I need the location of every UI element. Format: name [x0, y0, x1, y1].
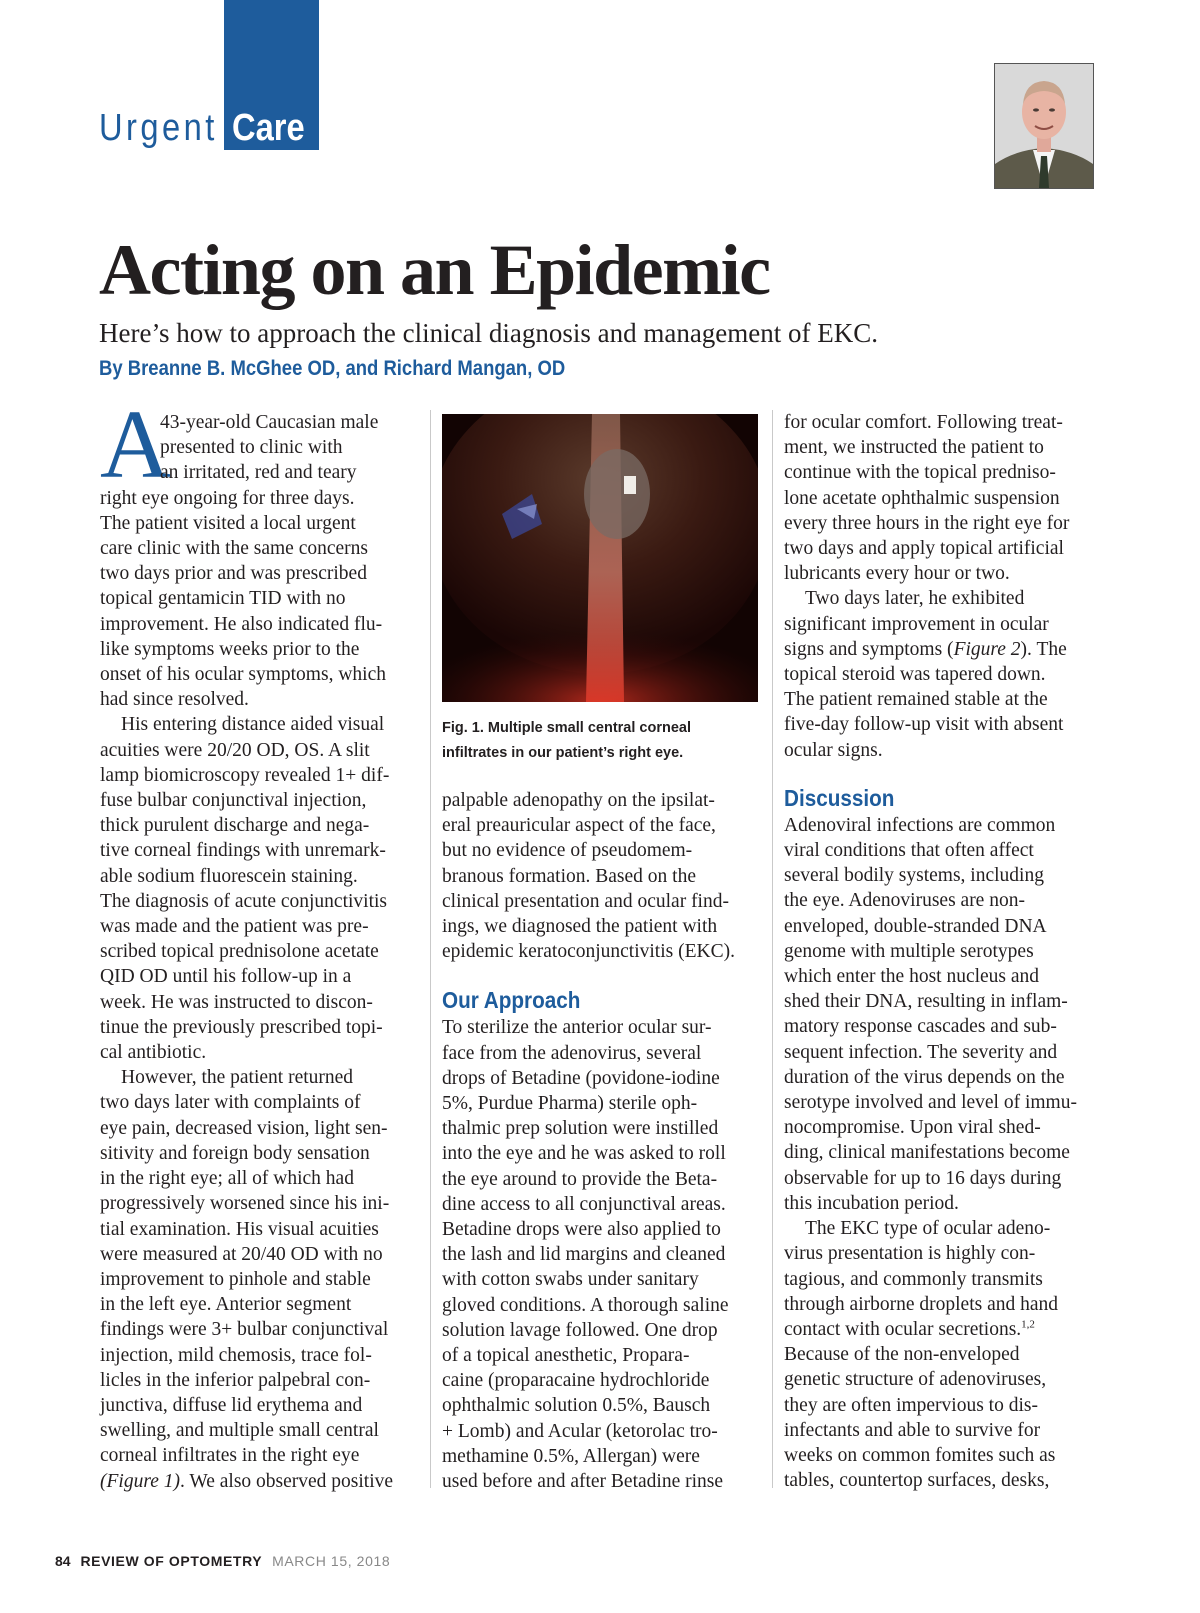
text-line: this incubation period. [784, 1192, 959, 1214]
text-line: two days later with complaints of [100, 1092, 361, 1114]
text-line: + Lomb) and Acular (ketorolac tro- [442, 1420, 718, 1442]
issue-date: MARCH 15, 2018 [272, 1553, 391, 1569]
text-line: junctiva, diffuse lid erythema and [100, 1394, 363, 1416]
text-line: but no evidence of pseudomem- [442, 840, 693, 862]
text-line: swelling, and multiple small central [100, 1420, 379, 1442]
figure-1-image [442, 414, 758, 702]
text-line: caine (proparacaine hydrochloride [442, 1370, 710, 1392]
text-line: in the left eye. Anterior segment [100, 1294, 352, 1316]
text-line: used before and after Betadine rinse [442, 1471, 723, 1493]
text-line: thick purulent discharge and nega- [100, 815, 370, 837]
paragraph [442, 788, 762, 964]
text-line: palpable adenopathy on the ipsilat- [442, 790, 715, 811]
text-line: an irritated, red and teary [160, 462, 357, 484]
text-line: To sterilize the anterior ocular sur- [442, 1017, 712, 1039]
text-line: several bodily systems, including [784, 865, 1044, 887]
text-line: solution lavage followed. One drop [442, 1319, 718, 1341]
text-line: lone acetate ophthalmic suspension [784, 487, 1060, 509]
text-line [784, 637, 1104, 662]
text-line: with cotton swabs under sanitary [442, 1269, 699, 1291]
text-line: methamine 0.5%, Allergan) were [442, 1445, 700, 1467]
text-line: presented to clinic with [160, 437, 343, 459]
text-line: weeks on common fomites such as [784, 1444, 1056, 1466]
text-line: in the right eye; all of which had [100, 1168, 354, 1190]
text-line: shed their DNA, resulting in inflam- [784, 991, 1068, 1013]
figure-1-caption [442, 716, 772, 766]
text-line: for ocular comfort. Following treat- [784, 412, 1063, 433]
text-line: tables, countertop surfaces, desks, [784, 1470, 1050, 1492]
text-line: ment, we instructed the patient to [784, 437, 1044, 459]
text-line: care clinic with the same concerns [100, 538, 369, 560]
text-line: branous formation. Based on the [442, 865, 696, 887]
paragraph [784, 410, 1104, 586]
text-line: able sodium fluorescein staining. [100, 865, 358, 887]
text-line: progressively worsened since his ini- [100, 1193, 390, 1215]
author-photo [994, 63, 1094, 189]
text-line: epidemic keratoconjunctivitis (EKC). [442, 941, 735, 963]
text-fragment: ). The [1020, 638, 1067, 660]
text-line: had since resolved. [100, 689, 249, 711]
text-fragment: contact with ocular secretions. [784, 1318, 1022, 1340]
text-line: licles in the inferior palpebral con- [100, 1369, 371, 1391]
paragraph [442, 1015, 762, 1494]
paragraph [784, 1216, 1104, 1493]
text-line: However, the patient returned [121, 1067, 354, 1089]
article-subtitle: Here’s how to approach the clinical diagnosis and management of EKC. [99, 318, 879, 348]
text-line: improvement. He also indicated flu- [100, 613, 383, 635]
text-line: lubricants every hour or two. [784, 563, 1010, 585]
text-column-2 [442, 788, 762, 1494]
text-line [100, 1469, 420, 1494]
text-line: of a topical anesthetic, Propara- [442, 1345, 690, 1367]
author-portrait-image [995, 64, 1093, 188]
text-line: The EKC type of ocular adeno- [805, 1218, 1051, 1240]
text-line: onset of his ocular symptoms, which [100, 664, 386, 686]
text-line: topical steroid was tapered down. [784, 664, 1046, 686]
text-line: 5%, Purdue Pharma) sterile oph- [442, 1093, 698, 1115]
publication-name: REVIEW OF OPTOMETRY [80, 1553, 263, 1569]
text-line: corneal infiltrates in the right eye [100, 1445, 360, 1467]
text-line: observable for up to 16 days during [784, 1167, 1062, 1189]
text-line: injection, mild chemosis, trace fol- [100, 1344, 372, 1366]
column-divider [772, 410, 773, 1488]
page-number: 84 [55, 1553, 71, 1569]
paragraph [100, 410, 420, 712]
text-fragment: signs and symptoms ( [784, 638, 954, 660]
text-line: duration of the virus depends on the [784, 1066, 1065, 1088]
text-line: scribed topical prednisolone acetate [100, 941, 379, 963]
text-line: ding, clinical manifestations become [784, 1142, 1070, 1164]
text-line: was made and the patient was pre- [100, 916, 369, 938]
text-fragment: . We also observed positive [179, 1470, 394, 1492]
text-line: face from the adenovirus, several [442, 1042, 702, 1064]
text-line: tagious, and commonly transmits [784, 1268, 1043, 1290]
caption-line: infiltrates in our patient’s right eye. [442, 745, 684, 761]
text-line: ophthalmic solution 0.5%, Bausch [442, 1395, 711, 1417]
text-line: ocular signs. [784, 739, 883, 761]
text-line: into the eye and he was asked to roll [442, 1143, 726, 1165]
column-divider [430, 410, 431, 1488]
article-byline: By Breanne B. McGhee OD, and Richard Mangan, OD [99, 357, 566, 380]
text-line: the eye around to provide the Beta- [442, 1168, 718, 1190]
text-line: five-day follow-up visit with absent [784, 714, 1064, 736]
text-line: virus presentation is highly con- [784, 1243, 1036, 1265]
figure-reference: Figure 2 [953, 638, 1021, 660]
text-line: infectants and able to survive for [784, 1419, 1041, 1441]
text-line: findings were 3+ bulbar conjunctival [100, 1319, 389, 1341]
text-line: were measured at 20/40 OD with no [100, 1243, 383, 1265]
slit-lamp-photo [442, 414, 758, 702]
text-line: acuities were 20/20 OD, OS. A slit [100, 739, 370, 761]
page-footer [55, 1551, 390, 1571]
text-line: through airborne droplets and hand [784, 1293, 1059, 1315]
text-line: drops of Betadine (povidone-iodine [442, 1067, 720, 1089]
text-line: tive corneal findings with unremark- [100, 840, 386, 862]
text-line: lamp biomicroscopy revealed 1+ dif- [100, 764, 390, 786]
text-line: His entering distance aided visual [121, 714, 385, 736]
text-line: every three hours in the right eye for [784, 512, 1070, 534]
text-column-3 [784, 410, 1104, 1493]
section-heading-discussion: Discussion [784, 784, 895, 811]
text-line: QID OD until his follow-up in a [100, 966, 352, 988]
text-line: thalmic prep solution were instilled [442, 1118, 719, 1140]
text-column-1 [100, 410, 420, 1494]
text-line: improvement to pinhole and stable [100, 1268, 371, 1290]
text-line: serotype involved and level of immu- [784, 1092, 1077, 1114]
text-line: two days and apply topical artificial [784, 538, 1064, 560]
text-line: viral conditions that often affect [784, 840, 1034, 862]
paragraph [784, 586, 1104, 762]
text-line: sequent infection. The severity and [784, 1041, 1058, 1063]
text-line: nocompromise. Upon viral shed- [784, 1117, 1041, 1139]
text-line: Adenoviral infections are common [784, 814, 1056, 836]
reference-superscript: 1,2 [1021, 1318, 1035, 1331]
column-label-bold: Care [232, 107, 305, 149]
article-title: Acting on an Epidemic [99, 230, 770, 310]
column-label-light: Urgent [99, 107, 218, 149]
text-line: Betadine drops were also applied to [442, 1219, 721, 1241]
text-line: Two days later, he exhibited [805, 588, 1025, 610]
text-line: The diagnosis of acute conjunctivitis [100, 890, 388, 912]
text-line: like symptoms weeks prior to the [100, 638, 360, 660]
text-line: topical gentamicin TID with no [100, 588, 346, 610]
text-line: week. He was instructed to discon- [100, 991, 373, 1013]
text-line: genome with multiple serotypes [784, 940, 1034, 962]
text-line: significant improvement in ocular [784, 613, 1049, 635]
text-line: the lash and lid margins and cleaned [442, 1244, 726, 1266]
text-line: fuse bulbar conjunctival injection, [100, 790, 367, 812]
text-line: the eye. Adenoviruses are non- [784, 890, 1025, 912]
text-line: they are often impervious to dis- [784, 1394, 1038, 1416]
text-line: continue with the topical predniso- [784, 462, 1056, 484]
text-line: two days prior and was prescribed [100, 563, 367, 585]
text-line: cal antibiotic. [100, 1042, 207, 1064]
text-line: tinue the previously prescribed topi- [100, 1016, 383, 1038]
text-line: The patient remained stable at the [784, 689, 1048, 711]
text-line: matory response cascades and sub- [784, 1016, 1057, 1038]
paragraph [100, 712, 420, 1065]
text-line: Because of the non-enveloped [784, 1344, 1020, 1366]
text-line: which enter the host nucleus and [784, 966, 1040, 988]
drop-cap: A [100, 391, 171, 499]
text-line [784, 1317, 1104, 1342]
text-line: enveloped, double-stranded DNA [784, 915, 1047, 937]
text-line: 43-year-old Caucasian male [160, 412, 379, 433]
figure-reference: (Figure 1) [100, 1470, 180, 1492]
text-line: sitivity and foreign body sensation [100, 1142, 370, 1164]
text-line: genetic structure of adenoviruses, [784, 1369, 1047, 1391]
text-line: gloved conditions. A thorough saline [442, 1294, 729, 1316]
caption-line: Fig. 1. Multiple small central corneal [442, 720, 691, 736]
section-heading-our-approach: Our Approach [442, 987, 581, 1014]
paragraph [784, 813, 1104, 1216]
text-line: tial examination. His visual acuities [100, 1218, 379, 1240]
text-line: eye pain, decreased vision, light sen- [100, 1117, 388, 1139]
text-line: dine access to all conjunctival areas. [442, 1193, 726, 1215]
text-line: The patient visited a local urgent [100, 512, 356, 534]
text-line: right eye ongoing for three days. [100, 487, 355, 509]
paragraph [100, 1065, 420, 1493]
text-line: clinical presentation and ocular find- [442, 890, 729, 912]
text-line: eral preauricular aspect of the face, [442, 815, 716, 837]
text-line: ings, we diagnosed the patient with [442, 916, 718, 938]
